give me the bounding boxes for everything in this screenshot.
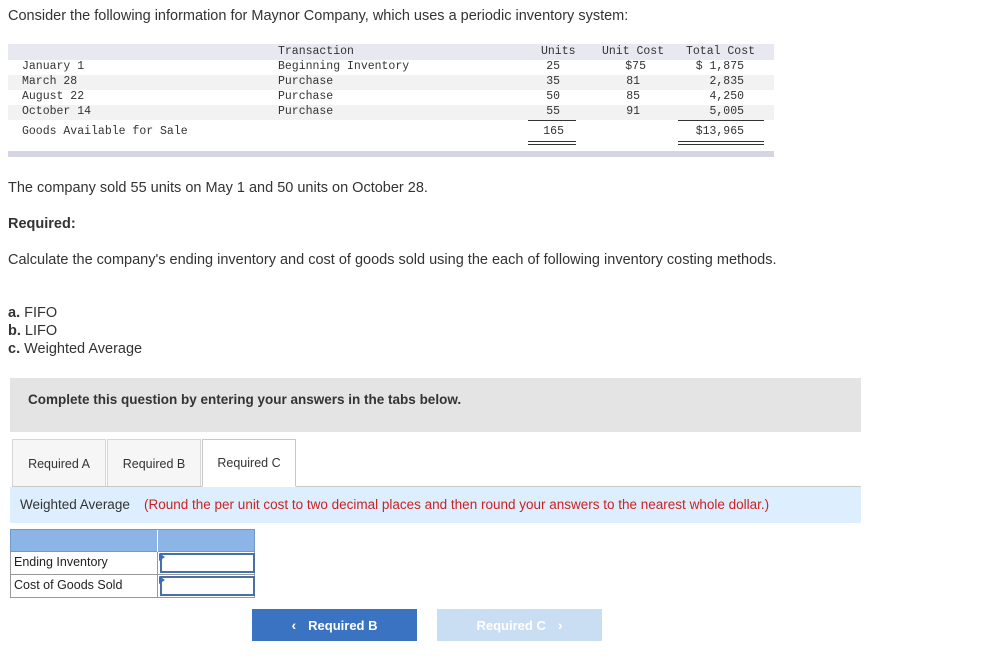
row-date: August 22: [22, 90, 85, 103]
answer-table: [10, 529, 255, 599]
banner-text: Complete this question by entering your answers in the tabs below.: [28, 392, 462, 407]
row-date: January 1: [22, 60, 85, 73]
tab-required-c[interactable]: Required C: [202, 439, 296, 487]
row-unit-cost: 85: [626, 90, 640, 103]
total-units: 165: [543, 125, 564, 138]
row-units: 25: [546, 60, 560, 73]
chevron-left-icon: ‹: [291, 617, 297, 633]
row-units: 55: [546, 105, 560, 118]
table-footer-stripe: [8, 151, 774, 157]
row-band: [8, 105, 774, 120]
required-text: Calculate the company's ending inventory and cost of goods sold using the each of following inventory costing methods.: [8, 252, 777, 268]
units-total-double-rule: [528, 141, 576, 142]
row-transaction: Purchase: [278, 75, 334, 88]
row-transaction: Purchase: [278, 90, 334, 103]
units-total-double-rule: [528, 144, 576, 145]
cost-of-goods-sold-input[interactable]: [160, 576, 255, 596]
inventory-table: [8, 44, 774, 157]
row-units: 35: [546, 75, 560, 88]
method-list: [8, 304, 142, 358]
header-total-cost: Total Cost: [686, 45, 756, 58]
instruction-note: (Round the per unit cost to two decimal places and then round your answers to the nearest whole dollar.): [144, 497, 770, 512]
question-intro: Consider the following information for Maynor Company, which uses a periodic inventory system:: [8, 8, 629, 24]
row-transaction: Beginning Inventory: [278, 60, 410, 73]
units-subtotal-rule: [528, 120, 576, 121]
instruction-label: Weighted Average: [20, 497, 130, 512]
chevron-right-icon: ›: [557, 617, 563, 633]
instructions-banner: [10, 378, 861, 432]
header-transaction: Transaction: [278, 45, 354, 58]
row-date: March 28: [22, 75, 78, 88]
header-units: Units: [541, 45, 576, 58]
answer-row-cogs: [10, 575, 255, 598]
tab-required-b[interactable]: Required B: [107, 439, 201, 487]
row-unit-cost: 91: [626, 105, 640, 118]
answer-label: Cost of Goods Sold: [14, 578, 123, 592]
ending-inventory-input[interactable]: [160, 553, 255, 573]
total-label: Goods Available for Sale: [22, 125, 188, 138]
row-date: October 14: [22, 105, 92, 118]
header-unit-cost: Unit Cost: [602, 45, 665, 58]
tab-required-a[interactable]: Required A: [12, 439, 106, 487]
answer-label: Ending Inventory: [14, 555, 108, 569]
total-cost: $13,965: [695, 125, 744, 138]
prev-required-b-button[interactable]: [252, 609, 417, 641]
input-flag-icon: [159, 576, 165, 584]
row-total-cost: 2,835: [709, 75, 744, 88]
cost-total-double-rule: [678, 144, 764, 145]
prev-button-label: Required B: [308, 617, 378, 633]
next-required-c-button[interactable]: [437, 609, 602, 641]
input-flag-icon: [159, 553, 165, 561]
row-total-cost: $ 1,875: [695, 60, 744, 73]
cost-total-double-rule: [678, 141, 764, 142]
method-item: b. LIFO: [8, 323, 58, 339]
answer-row-ending-inventory: [10, 552, 255, 575]
row-band: [8, 75, 774, 90]
row-total-cost: 4,250: [709, 90, 744, 103]
row-units: 50: [546, 90, 560, 103]
method-item: a. FIFO: [8, 305, 58, 321]
required-heading: Required:: [8, 216, 76, 232]
sales-text: The company sold 55 units on May 1 and 50 units on October 28.: [8, 180, 428, 196]
row-total-cost: 5,005: [709, 105, 744, 118]
answer-table-header: [10, 529, 255, 552]
cost-subtotal-rule: [678, 120, 764, 121]
row-unit-cost: $75: [625, 60, 646, 73]
row-transaction: Purchase: [278, 105, 334, 118]
method-item: c. Weighted Average: [8, 341, 143, 357]
row-unit-cost: 81: [626, 75, 640, 88]
next-button-label: Required C: [476, 617, 546, 633]
tab-instruction-bar: [10, 487, 861, 523]
